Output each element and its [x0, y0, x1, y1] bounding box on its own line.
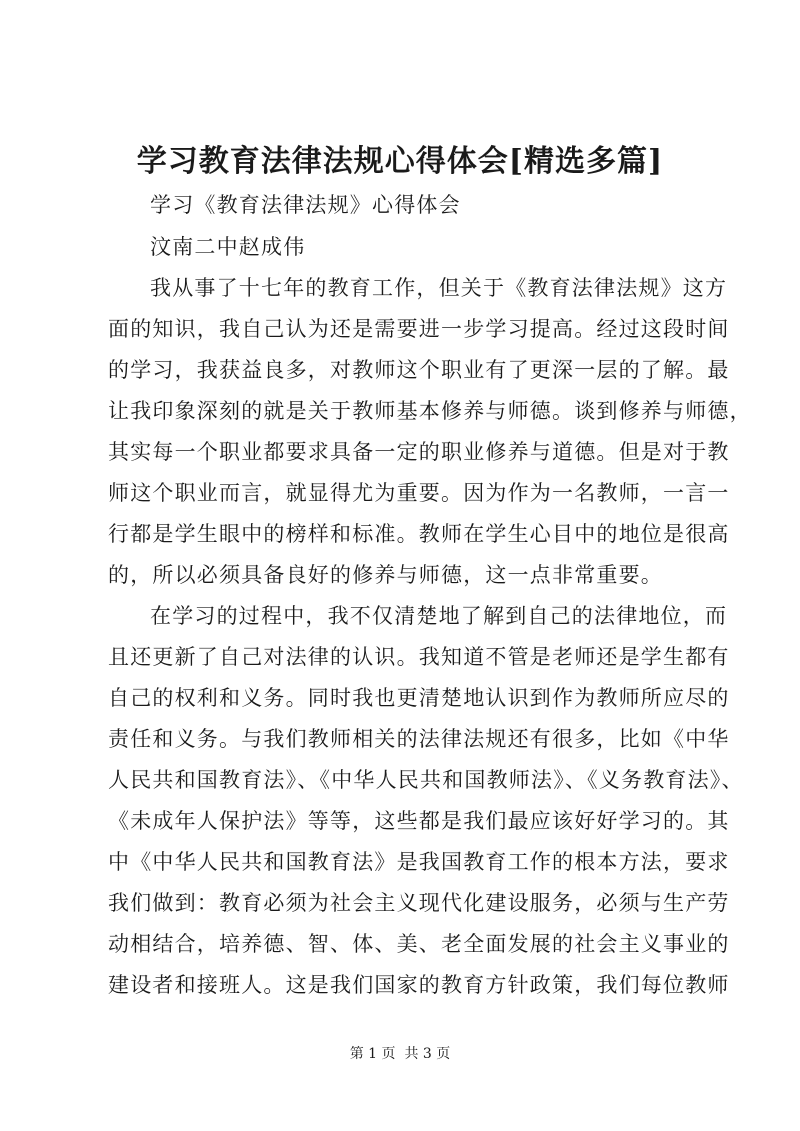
- body-line: 人民共和国教育法》、《中华人民共和国教师法》、《义务教育法》、: [108, 768, 744, 792]
- document-subtitle: 学习《教育法律法规》心得体会: [150, 193, 461, 217]
- body-line: 责任和义务。与我们教师相关的法律法规还有很多，比如《中华: [108, 727, 730, 751]
- body-line: 《未成年人保护法》等等，这些都是我们最应该好好学习的。其: [108, 809, 730, 833]
- body-line: 的学习，我获益良多，对教师这个职业有了更深一层的了解。最: [108, 358, 730, 382]
- body-line: 建设者和接班人。这是我们国家的教育方针政策，我们每位教师: [108, 973, 730, 997]
- body-line: 的，所以必须具备良好的修养与师德，这一点非常重要。: [108, 563, 663, 587]
- body-line: 中《中华人民共和国教育法》是我国教育工作的根本方法，要求: [108, 850, 730, 874]
- document-title: 学习教育法律法规心得体会[精选多篇]: [136, 144, 664, 179]
- body-line: 其实每一个职业都要求具备一定的职业修养与道德。但是对于教: [108, 440, 730, 464]
- body-line: 让我印象深刻的就是关于教师基本修养与师德。谈到修养与师德，: [108, 399, 752, 423]
- body-line: 师这个职业而言，就显得尤为重要。因为作为一名教师，一言一: [108, 481, 730, 505]
- body-line: 动相结合，培养德、智、体、美、老全面发展的社会主义事业的: [108, 932, 730, 956]
- body-line: 我从事了十七年的教育工作，但关于《教育法律法规》这方: [150, 276, 728, 300]
- body-line: 自己的权利和义务。同时我也更清楚地认识到作为教师所应尽的: [108, 686, 730, 710]
- body-line: 我们做到：教育必须为社会主义现代化建设服务，必须与生产劳: [108, 891, 730, 915]
- body-line: 面的知识，我自己认为还是需要进一步学习提高。经过这段时间: [108, 317, 730, 341]
- body-line: 在学习的过程中，我不仅清楚地了解到自己的法律地位，而: [150, 604, 728, 628]
- body-line: 行都是学生眼中的榜样和标准。教师在学生心目中的地位是很高: [108, 522, 730, 546]
- document-author: 汶南二中赵成伟: [150, 235, 306, 259]
- body-line: 且还更新了自己对法律的认识。我知道不管是老师还是学生都有: [108, 645, 730, 669]
- page-footer: 第 1 页 共 3 页: [349, 1046, 451, 1062]
